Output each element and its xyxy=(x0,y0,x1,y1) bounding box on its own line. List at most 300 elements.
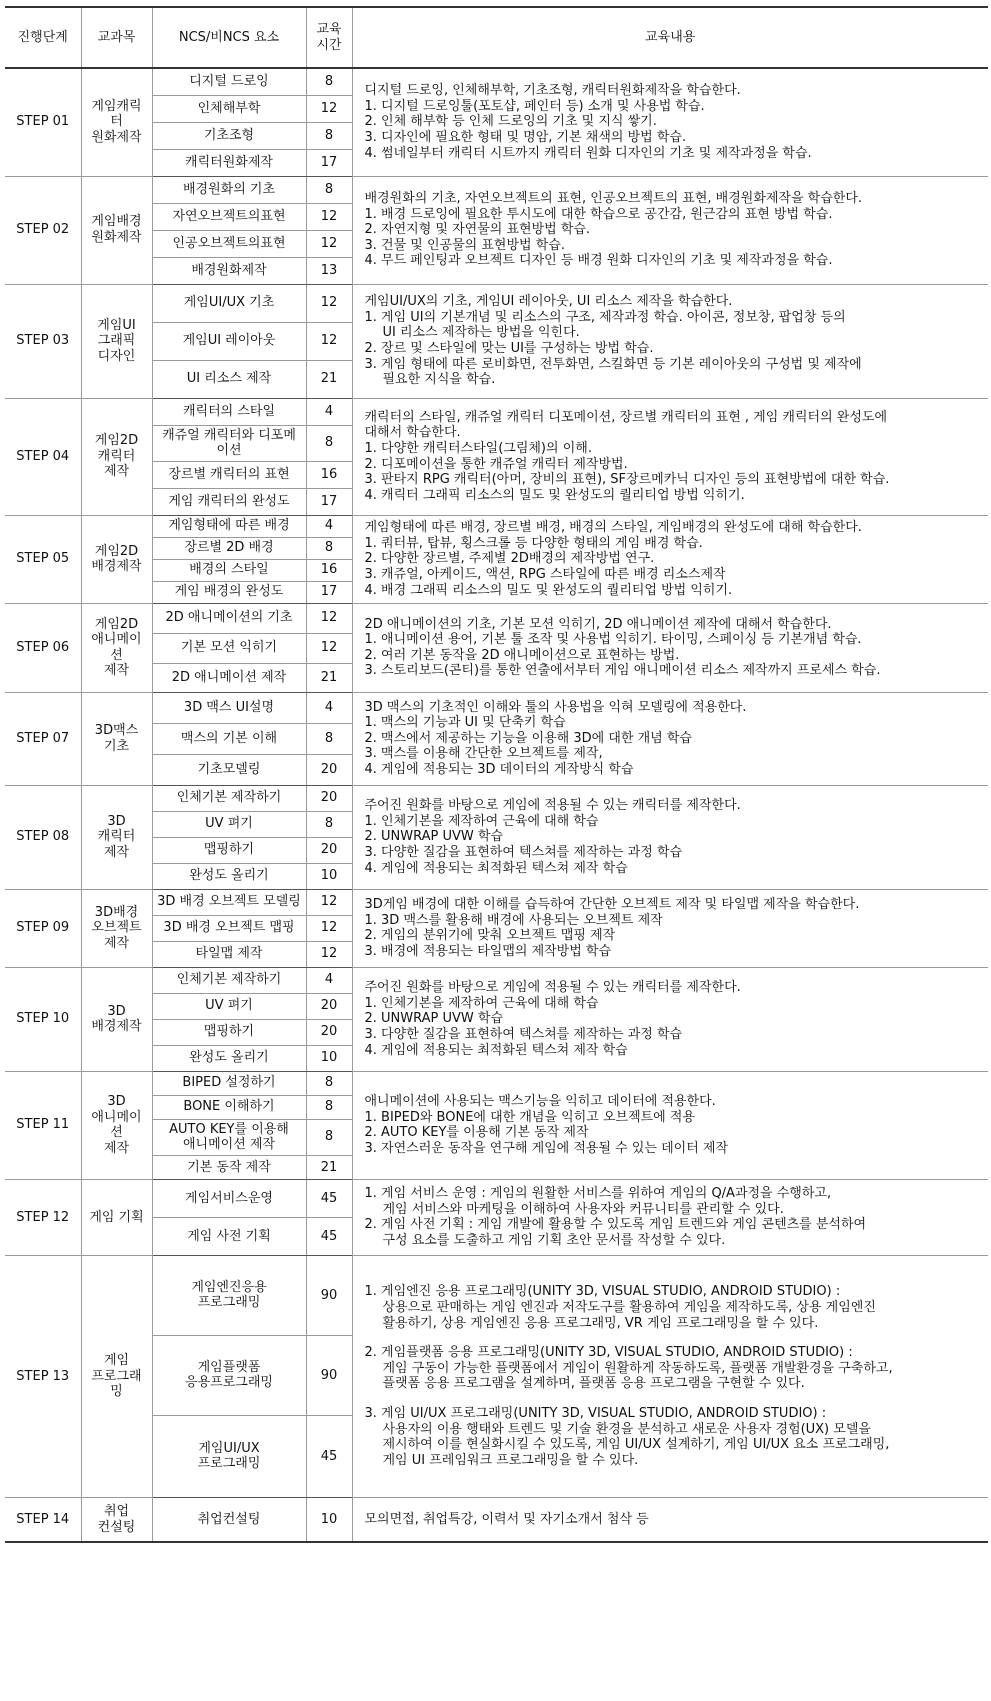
subject-line: 제작 xyxy=(103,663,130,679)
content-line: 2. 자연지형 및 자연물의 표현방법 학습. xyxy=(364,222,591,238)
content-cell xyxy=(352,1071,988,1179)
content-line: 3. 스토리보드(콘티)를 통한 연출에서부터 게임 애니메이션 리소스 제작까지 프로세스 학습. xyxy=(364,663,881,679)
ncs-element xyxy=(152,915,306,941)
ncs-element-line: 응용프로그래밍 xyxy=(185,1375,273,1391)
content-line: 3. 맥스를 이용해 간단한 오브젝트를 제작, xyxy=(364,746,603,762)
ncs-element-line: BIPED 설정하기 xyxy=(182,1075,276,1091)
hours-value: 45 xyxy=(306,1179,352,1217)
ncs-element xyxy=(152,1045,306,1071)
content-line: 3. 디자인에 필요한 형태 및 명암, 기본 채색의 방법 학습. xyxy=(364,130,687,146)
content-line: 3. 게임 UI/UX 프로그래밍(UNITY 3D, VISUAL STUDIO, ANDROID STUDIO) : xyxy=(364,1405,827,1421)
subject-line: 캐릭터 xyxy=(97,829,136,845)
ncs-element-line: 게임 사전 기획 xyxy=(187,1228,271,1244)
ncs-element-line: 3D 맥스 UI설명 xyxy=(183,699,275,715)
subject-cell xyxy=(81,284,152,398)
ncs-element xyxy=(152,1179,306,1217)
subject-cell xyxy=(81,398,152,515)
ncs-element xyxy=(152,993,306,1019)
hours-value: 12 xyxy=(306,284,352,322)
subject-line: 애니메이션 xyxy=(91,1109,142,1141)
subject-cell xyxy=(81,889,152,967)
ncs-element xyxy=(152,603,306,633)
content-line: 플랫폼 응용 프로그램을 설계하며, 플랫폼 응용 프로그램을 구현할 수 있다. xyxy=(382,1376,805,1392)
subject-line: 제작 xyxy=(103,464,130,480)
ncs-element xyxy=(152,692,306,723)
content-line: 3. 다양한 질감을 표현하여 텍스쳐를 제작하는 과정 학습 xyxy=(364,844,683,860)
ncs-element xyxy=(152,1497,306,1542)
table-row xyxy=(5,889,988,915)
content-cell xyxy=(352,785,988,889)
ncs-element-line: 맵핑하기 xyxy=(203,842,255,858)
subject-cell xyxy=(81,1255,152,1497)
ncs-element-line: 프로그래밍 xyxy=(197,1295,261,1311)
hours-value: 8 xyxy=(306,176,352,203)
hours-value: 90 xyxy=(306,1255,352,1335)
hours-value: 10 xyxy=(306,1045,352,1071)
content-line: 사용자의 이용 행태와 트렌드 및 기술 환경을 분석하고 새로운 사용자 경험(UX) 모델을 xyxy=(382,1421,871,1437)
ncs-element-line: BONE 이해하기 xyxy=(183,1099,275,1115)
content-line: 1. BIPED와 BONE에 대한 개념을 익히고 오브젝트에 적용 xyxy=(364,1109,695,1125)
subject-cell xyxy=(81,692,152,785)
table-row xyxy=(5,68,988,95)
content-line: 1. 인체기본을 제작하여 근육에 대해 학습 xyxy=(364,813,599,829)
content-line: 2. UNWRAP UVW 학습 xyxy=(364,1011,504,1027)
content-cell xyxy=(352,692,988,785)
content-cell xyxy=(352,889,988,967)
hours-value: 12 xyxy=(306,941,352,967)
ncs-element-line: 애니메이션 제작 xyxy=(182,1137,276,1153)
content-cell xyxy=(352,967,988,1071)
ncs-element-line: 기본 모션 익히기 xyxy=(180,640,278,656)
subject-cell xyxy=(81,1179,152,1255)
ncs-element-line: UV 펴기 xyxy=(205,816,253,832)
ncs-element xyxy=(152,1255,306,1335)
content-line: 2. 디포메이션을 통한 캐쥬얼 캐릭터 제작방법. xyxy=(364,456,628,472)
subject-line: 제작 xyxy=(103,844,130,860)
content-line: 3. 다양한 질감을 표현하여 텍스쳐를 제작하는 과정 학습 xyxy=(364,1026,683,1042)
hours-value: 12 xyxy=(306,322,352,360)
subject-line: 게임캐릭터 xyxy=(91,98,142,130)
content-line: 게임 서비스와 마케팅을 이해하여 사용자와 커뮤니티를 관리할 수 있다. xyxy=(382,1201,784,1217)
ncs-element-line: 게임형태에 따른 배경 xyxy=(168,518,290,534)
content-line: 배경원화의 기초, 자연오브젝트의 표현, 인공오브젝트의 표현, 배경원화제작을 학습한다. xyxy=(364,191,863,207)
content-line: 4. 게임에 적용되는 최적화된 텍스쳐 제작 학습 xyxy=(364,860,628,876)
content-line: 1. 맥스의 기능과 UI 및 단축키 학습 xyxy=(364,715,566,731)
hours-value: 12 xyxy=(306,203,352,230)
content-line: 2. 게임플랫폼 응용 프로그래밍(UNITY 3D, VISUAL STUDIO, ANDROID STUDIO) : xyxy=(364,1345,853,1361)
subject-line: 오브젝트 xyxy=(91,920,142,936)
curriculum-table xyxy=(5,6,988,1543)
hours-value: 12 xyxy=(306,95,352,122)
content-line: 2D 애니메이션의 기초, 기본 모션 익히기, 2D 애니메이션 제작에 대해서 학습한다. xyxy=(364,616,832,632)
ncs-element xyxy=(152,488,306,515)
hours-value: 21 xyxy=(306,360,352,398)
subject-line: 취업 xyxy=(103,1504,130,1520)
ncs-element-line: 타일맵 제작 xyxy=(195,946,263,962)
step-label: STEP 07 xyxy=(5,692,81,785)
hours-value: 8 xyxy=(306,723,352,754)
content-line: 2. 인체 해부학 등 인체 드로잉의 기초 및 지식 쌓기. xyxy=(364,114,657,130)
header-content: 교육내용 xyxy=(352,7,988,68)
content-line: 4. 무드 페인팅과 오브젝트 디자인 등 배경 원화 디자인의 기초 및 제작과정을 학습. xyxy=(364,253,833,269)
hours-value: 17 xyxy=(306,488,352,515)
content-line: 1. 인체기본을 제작하여 근육에 대해 학습 xyxy=(364,995,599,1011)
hours-value: 16 xyxy=(306,461,352,488)
hours-value: 10 xyxy=(306,863,352,889)
subject-line: 3D맥스 xyxy=(94,723,139,739)
ncs-element xyxy=(152,723,306,754)
table-row xyxy=(5,398,988,425)
hours-value: 8 xyxy=(306,537,352,559)
ncs-element-line: UV 펴기 xyxy=(205,998,253,1014)
ncs-element-line: 게임플랫폼 xyxy=(197,1359,261,1375)
hours-value: 45 xyxy=(306,1415,352,1497)
subject-cell xyxy=(81,515,152,603)
content-line: 캐릭터의 스타일, 캐쥬얼 캐릭터 디포메이션, 장르별 캐릭터의 표현 , 게임 캐릭터의 완성도에 xyxy=(364,409,887,425)
hours-value: 12 xyxy=(306,633,352,663)
step-label: STEP 03 xyxy=(5,284,81,398)
hours-value: 12 xyxy=(306,230,352,257)
ncs-element xyxy=(152,203,306,230)
subject-line: 3D배경 xyxy=(94,904,139,920)
ncs-element xyxy=(152,837,306,863)
content-line: 2. 다양한 장르별, 주제별 2D배경의 제작방법 연구. xyxy=(364,551,655,567)
content-line: 4. 썸네일부터 캐릭터 시트까지 캐릭터 원화 디자인의 기초 및 제작과정을 학습. xyxy=(364,145,812,161)
subject-line: 배경제작 xyxy=(91,1019,142,1035)
subject-line: 원화제작 xyxy=(91,130,142,146)
content-cell xyxy=(352,176,988,284)
content-line: 상용으로 판매하는 게임 엔진과 저작도구를 활용하여 게임을 제작하도록, 상용 게임엔진 xyxy=(382,1300,876,1315)
subject-line: 게임2D xyxy=(94,433,139,449)
ncs-element-line: 인체해부학 xyxy=(197,100,261,116)
table-row xyxy=(5,692,988,723)
ncs-element xyxy=(152,581,306,603)
ncs-element-line: 게임UI/UX xyxy=(198,1440,260,1456)
ncs-element xyxy=(152,1071,306,1095)
ncs-element-line: 3D 배경 오브젝트 맵핑 xyxy=(163,920,295,936)
table-row xyxy=(5,176,988,203)
ncs-element-line: 배경의 스타일 xyxy=(189,562,269,578)
ncs-element-line: 게임 캐릭터의 완성도 xyxy=(168,493,290,509)
subject-line: 기초 xyxy=(103,738,130,754)
content-line: 3. 건물 및 인공물의 표현방법 학습. xyxy=(364,237,565,253)
content-line: 1. 애니메이션 용어, 기본 툴 조작 및 사용법 익히기. 타이밍, 스페이싱 등 기본개념 학습. xyxy=(364,632,862,648)
subject-line: 디자인 xyxy=(97,348,136,364)
ncs-element xyxy=(152,889,306,915)
subject-line: 컨설팅 xyxy=(97,1519,136,1535)
subject-line: 제작 xyxy=(103,1140,130,1156)
ncs-element xyxy=(152,461,306,488)
content-line: 4. 캐릭터 그래픽 리소스의 밀도 및 완성도의 퀄리티업 방법 익히기. xyxy=(364,487,745,503)
ncs-element xyxy=(152,754,306,785)
header-subject: 교과목 xyxy=(81,7,152,68)
subject-line: 프로그래밍 xyxy=(91,1368,142,1400)
subject-line: 3D xyxy=(107,1003,126,1019)
header-stage: 진행단계 xyxy=(5,7,81,68)
ncs-element-line: 디지털 드로잉 xyxy=(189,73,269,89)
content-cell xyxy=(352,1497,988,1542)
ncs-element-line: 인체기본 제작하기 xyxy=(176,972,282,988)
ncs-element-line: 캐쥬얼 캐릭터와 디포메이션 xyxy=(162,427,296,459)
hours-value: 20 xyxy=(306,1019,352,1045)
ncs-element xyxy=(152,863,306,889)
ncs-element-line: 프로그래밍 xyxy=(197,1456,261,1472)
ncs-element xyxy=(152,68,306,95)
content-line: 1. 배경 드로잉에 필요한 투시도에 대한 학습으로 공간감, 원근감의 표현 방법 학습. xyxy=(364,206,833,222)
ncs-element xyxy=(152,1155,306,1179)
subject-line: 그래픽 xyxy=(97,333,136,349)
header-hours xyxy=(306,7,352,68)
subject-cell xyxy=(81,176,152,284)
table-row xyxy=(5,1497,988,1542)
ncs-element-line: 장르별 2D 배경 xyxy=(184,540,274,556)
content-line: 구성 요소를 도출하고 게임 기획 초안 문서를 작성할 수 있다. xyxy=(382,1232,726,1248)
content-line: 주어진 원화를 바탕으로 게임에 적용될 수 있는 캐릭터를 제작한다. xyxy=(364,980,741,996)
content-line: 디지털 드로잉, 인체해부학, 기초조형, 캐릭터원화제작을 학습한다. xyxy=(364,83,741,99)
content-line: 게임 UI 프레임워크 프로그래밍을 할 수 있다. xyxy=(382,1452,639,1468)
hours-value: 17 xyxy=(306,581,352,603)
ncs-element xyxy=(152,398,306,425)
ncs-element-line: 게임엔진응용 xyxy=(191,1279,267,1295)
hours-value: 8 xyxy=(306,122,352,149)
hours-value: 4 xyxy=(306,692,352,723)
ncs-element xyxy=(152,1119,306,1155)
header-ncs: NCS/비NCS 요소 xyxy=(152,7,306,68)
hours-value: 8 xyxy=(306,1095,352,1119)
subject-line: 게임배경 xyxy=(91,214,142,230)
content-cell xyxy=(352,515,988,603)
ncs-element xyxy=(152,176,306,203)
step-label: STEP 05 xyxy=(5,515,81,603)
content-line: 주어진 원화를 바탕으로 게임에 적용될 수 있는 캐릭터를 제작한다. xyxy=(364,798,741,814)
subject-line: 3D xyxy=(107,1094,126,1110)
content-line: 2. 맥스에서 제공하는 기능을 이용해 3D에 대한 개념 학습 xyxy=(364,730,692,746)
ncs-element xyxy=(152,95,306,122)
content-cell xyxy=(352,284,988,398)
hours-value: 4 xyxy=(306,515,352,537)
ncs-element xyxy=(152,941,306,967)
hours-value: 12 xyxy=(306,889,352,915)
content-line: 4. 게임에 적용되는 3D 데이터의 게작방식 학습 xyxy=(364,762,634,778)
table-row xyxy=(5,515,988,537)
content-line: 게임형태에 따른 배경, 장르별 배경, 배경의 스타일, 게임배경의 완성도에 대해 학습한다. xyxy=(364,520,862,536)
content-line: 1. 게임 UI의 기본개념 및 리소스의 구조, 제작과정 학습. 아이콘, 정보창, 팝업창 등의 xyxy=(364,309,846,325)
step-label: STEP 08 xyxy=(5,785,81,889)
content-cell xyxy=(352,398,988,515)
hours-value: 21 xyxy=(306,1155,352,1179)
table-row xyxy=(5,967,988,993)
ncs-element-line: 기초조형 xyxy=(203,127,255,143)
content-line: 필요한 지식을 학습. xyxy=(382,372,496,388)
ncs-element-line: 캐릭터원화제작 xyxy=(185,154,273,170)
content-line: 3D게임 배경에 대한 이해를 습득하여 간단한 오브젝트 제작 및 타일맵 제작을 학습한다. xyxy=(364,897,860,912)
ncs-element xyxy=(152,284,306,322)
ncs-element-line: 게임UI 레이아웃 xyxy=(182,333,276,349)
ncs-element xyxy=(152,811,306,837)
ncs-element xyxy=(152,425,306,461)
content-line: 대해서 학습한다. xyxy=(364,425,461,441)
hours-value: 8 xyxy=(306,1119,352,1155)
content-line: 4. 게임에 적용되는 최적화된 텍스쳐 제작 학습 xyxy=(364,1042,628,1058)
content-line: UI 리소스 제작하는 방법을 익힌다. xyxy=(382,325,580,341)
ncs-element-line: 맥스의 기본 이해 xyxy=(180,730,278,746)
content-line: 2. 장르 및 스타일에 맞는 UI를 구성하는 방법 학습. xyxy=(364,341,654,356)
ncs-element-line: 취업컨설팅 xyxy=(197,1511,261,1527)
hours-value: 8 xyxy=(306,811,352,837)
table-row xyxy=(5,284,988,322)
step-label: STEP 14 xyxy=(5,1497,81,1542)
content-spacer xyxy=(365,1331,985,1345)
content-line: 1. 쿼터뷰, 탑뷰, 횡스크롤 등 다양한 형태의 게임 배경 학습. xyxy=(364,535,703,551)
ncs-element xyxy=(152,559,306,581)
ncs-element xyxy=(152,663,306,692)
ncs-element-line: 완성도 올리기 xyxy=(189,868,269,884)
subject-line: 원화제작 xyxy=(91,230,142,245)
ncs-element-line: UI 리소스 제작 xyxy=(186,371,272,387)
step-label: STEP 12 xyxy=(5,1179,81,1255)
table-row xyxy=(5,785,988,811)
ncs-element xyxy=(152,515,306,537)
content-line: 활용하기, 상용 게임엔진 응용 프로그래밍, VR 게임 프로그래밍을 할 수 있다. xyxy=(382,1315,819,1331)
content-line: 2. 여러 기본 동작을 2D 애니메이션으로 표현하는 방법. xyxy=(364,647,680,663)
step-label: STEP 04 xyxy=(5,398,81,515)
ncs-element xyxy=(152,149,306,176)
ncs-element xyxy=(152,257,306,284)
ncs-element-line: 장르별 캐릭터의 표현 xyxy=(168,466,290,482)
ncs-element xyxy=(152,322,306,360)
content-line: 3. 게임 형태에 따른 로비화면, 전투화면, 스킬화면 등 기본 레이아웃의 구성법 및 제작에 xyxy=(364,356,862,372)
content-line: 3D 맥스의 기초적인 이해와 툴의 사용법을 익혀 모델링에 적용한다. xyxy=(364,699,747,715)
content-cell xyxy=(352,1179,988,1255)
ncs-element xyxy=(152,1335,306,1415)
subject-cell xyxy=(81,603,152,692)
ncs-element-line: 기본 동작 제작 xyxy=(187,1159,271,1175)
subject-line: 캐릭터 xyxy=(97,448,136,464)
hours-value: 45 xyxy=(306,1217,352,1255)
hours-value: 4 xyxy=(306,398,352,425)
ncs-element-line: 2D 애니메이션 제작 xyxy=(171,669,287,685)
ncs-element-line: 인공오브젝트의표현 xyxy=(172,235,286,251)
table-row xyxy=(5,603,988,633)
step-label: STEP 01 xyxy=(5,68,81,176)
content-line: 2. AUTO KEY를 이용해 기본 동작 제작 xyxy=(364,1125,589,1141)
ncs-element xyxy=(152,633,306,663)
ncs-element-line: 맵핑하기 xyxy=(203,1024,255,1040)
hours-value: 16 xyxy=(306,559,352,581)
ncs-element-line: 게임 배경의 완성도 xyxy=(174,584,284,600)
content-cell xyxy=(352,603,988,692)
step-label: STEP 10 xyxy=(5,967,81,1071)
content-line: 애니메이션에 사용되는 맥스기능을 익히고 데이터에 적용한다. xyxy=(364,1094,716,1110)
ncs-element xyxy=(152,1095,306,1119)
ncs-element-line: 기초모델링 xyxy=(197,761,261,777)
subject-line: 게임2D xyxy=(94,616,139,632)
content-line: 2. 게임의 분위기에 맞춰 오브젝트 맵핑 제작 xyxy=(364,928,616,944)
ncs-element xyxy=(152,967,306,993)
header-hours-line: 교육 xyxy=(316,21,342,37)
content-cell xyxy=(352,68,988,176)
content-line: 1. 디지털 드로잉툴(포토샵, 페인터 등) 소개 및 사용법 학습. xyxy=(364,98,705,114)
subject-line: 게임2D xyxy=(94,543,139,559)
ncs-element-line: 인체기본 제작하기 xyxy=(176,790,282,806)
subject-cell xyxy=(81,785,152,889)
ncs-element xyxy=(152,1415,306,1497)
content-line: 1. 다양한 캐릭터스타일(그림체)의 이해. xyxy=(364,441,592,456)
hours-value: 8 xyxy=(306,68,352,95)
hours-value: 8 xyxy=(306,425,352,461)
hours-value: 20 xyxy=(306,785,352,811)
step-label: STEP 02 xyxy=(5,176,81,284)
content-line: 1. 3D 맥스를 활용해 배경에 사용되는 오브젝트 제작 xyxy=(364,912,663,928)
step-label: STEP 13 xyxy=(5,1255,81,1497)
content-line: 4. 배경 그래픽 리소스의 밀도 및 완성도의 퀄리티업 방법 익히기. xyxy=(364,582,733,598)
ncs-element-line: 2D 애니메이션의 기초 xyxy=(165,610,293,626)
subject-cell xyxy=(81,68,152,176)
subject-cell xyxy=(81,967,152,1071)
table-header xyxy=(5,7,988,68)
subject-line: 배경제작 xyxy=(91,559,142,575)
hours-value: 20 xyxy=(306,993,352,1019)
content-cell xyxy=(352,1255,988,1497)
content-line: 2. 게임 사전 기획 : 게임 개발에 활용할 수 있도록 게임 트렌드와 게임 콘텐츠를 분석하여 xyxy=(364,1217,867,1233)
ncs-element xyxy=(152,230,306,257)
hours-value: 20 xyxy=(306,837,352,863)
hours-value: 13 xyxy=(306,257,352,284)
subject-line: 게임 기획 xyxy=(89,1209,144,1225)
step-label: STEP 09 xyxy=(5,889,81,967)
hours-value: 20 xyxy=(306,754,352,785)
ncs-element-line: 완성도 올리기 xyxy=(189,1050,269,1066)
subject-line: 게임 xyxy=(103,1352,130,1368)
header-row xyxy=(5,7,988,68)
subject-line: 게임UI xyxy=(97,317,136,333)
subject-line: 애니메이션 xyxy=(91,632,142,663)
ncs-element xyxy=(152,785,306,811)
ncs-element xyxy=(152,537,306,559)
ncs-element-line: AUTO KEY를 이용해 xyxy=(169,1121,289,1137)
ncs-element-line: 게임UI/UX 기초 xyxy=(183,295,275,311)
ncs-element-line: 3D 배경 오브젝트 모델링 xyxy=(157,894,301,910)
content-line: 3. 판타지 RPG 캐릭터(아머, 장비의 표현), SF장르메카닉 디자인 등의 표현방법에 대한 학습. xyxy=(364,472,890,488)
subject-line: 제작 xyxy=(103,935,130,951)
table-row xyxy=(5,1071,988,1095)
hours-value: 10 xyxy=(306,1497,352,1542)
content-spacer xyxy=(365,1392,985,1406)
hours-value: 8 xyxy=(306,1071,352,1095)
hours-value: 12 xyxy=(306,603,352,633)
content-line: 게임 구동이 가능한 플랫폼에서 게임이 원활하게 작동하도록, 플랫폼 개발환경을 구축하고, xyxy=(382,1360,893,1376)
hours-value: 4 xyxy=(306,967,352,993)
step-label: STEP 11 xyxy=(5,1071,81,1179)
content-line: 2. UNWRAP UVW 학습 xyxy=(364,829,504,845)
hours-value: 12 xyxy=(306,915,352,941)
content-line: 제시하여 이를 현실화시킬 수 있도록, 게임 UI/UX 설계하기, 게임 UI/UX 요소 프로그래밍, xyxy=(382,1437,890,1453)
table-row xyxy=(5,1255,988,1335)
content-line: 3. 배경에 적용되는 타일맵의 제작방법 학습 xyxy=(364,943,612,959)
content-line: 3. 캐쥬얼, 아케이드, 액션, RPG 스타일에 따른 배경 리소스제작 xyxy=(364,566,726,582)
ncs-element xyxy=(152,122,306,149)
content-line: 모의면접, 취업특강, 이력서 및 자기소개서 첨삭 등 xyxy=(364,1511,649,1527)
table-body xyxy=(5,68,988,1542)
subject-cell xyxy=(81,1497,152,1542)
ncs-element-line: 배경원화의 기초 xyxy=(182,181,276,197)
subject-line: 3D xyxy=(107,813,126,829)
header-hours-line: 시간 xyxy=(316,37,342,53)
content-line: 1. 게임 서비스 운영 : 게임의 원활한 서비스를 위하여 게임의 Q/A과정을 수행하고, xyxy=(364,1186,832,1202)
content-line: 1. 게임엔진 응용 프로그래밍(UNITY 3D, VISUAL STUDIO, ANDROID STUDIO) : xyxy=(364,1284,841,1300)
ncs-element xyxy=(152,1217,306,1255)
hours-value: 21 xyxy=(306,663,352,692)
